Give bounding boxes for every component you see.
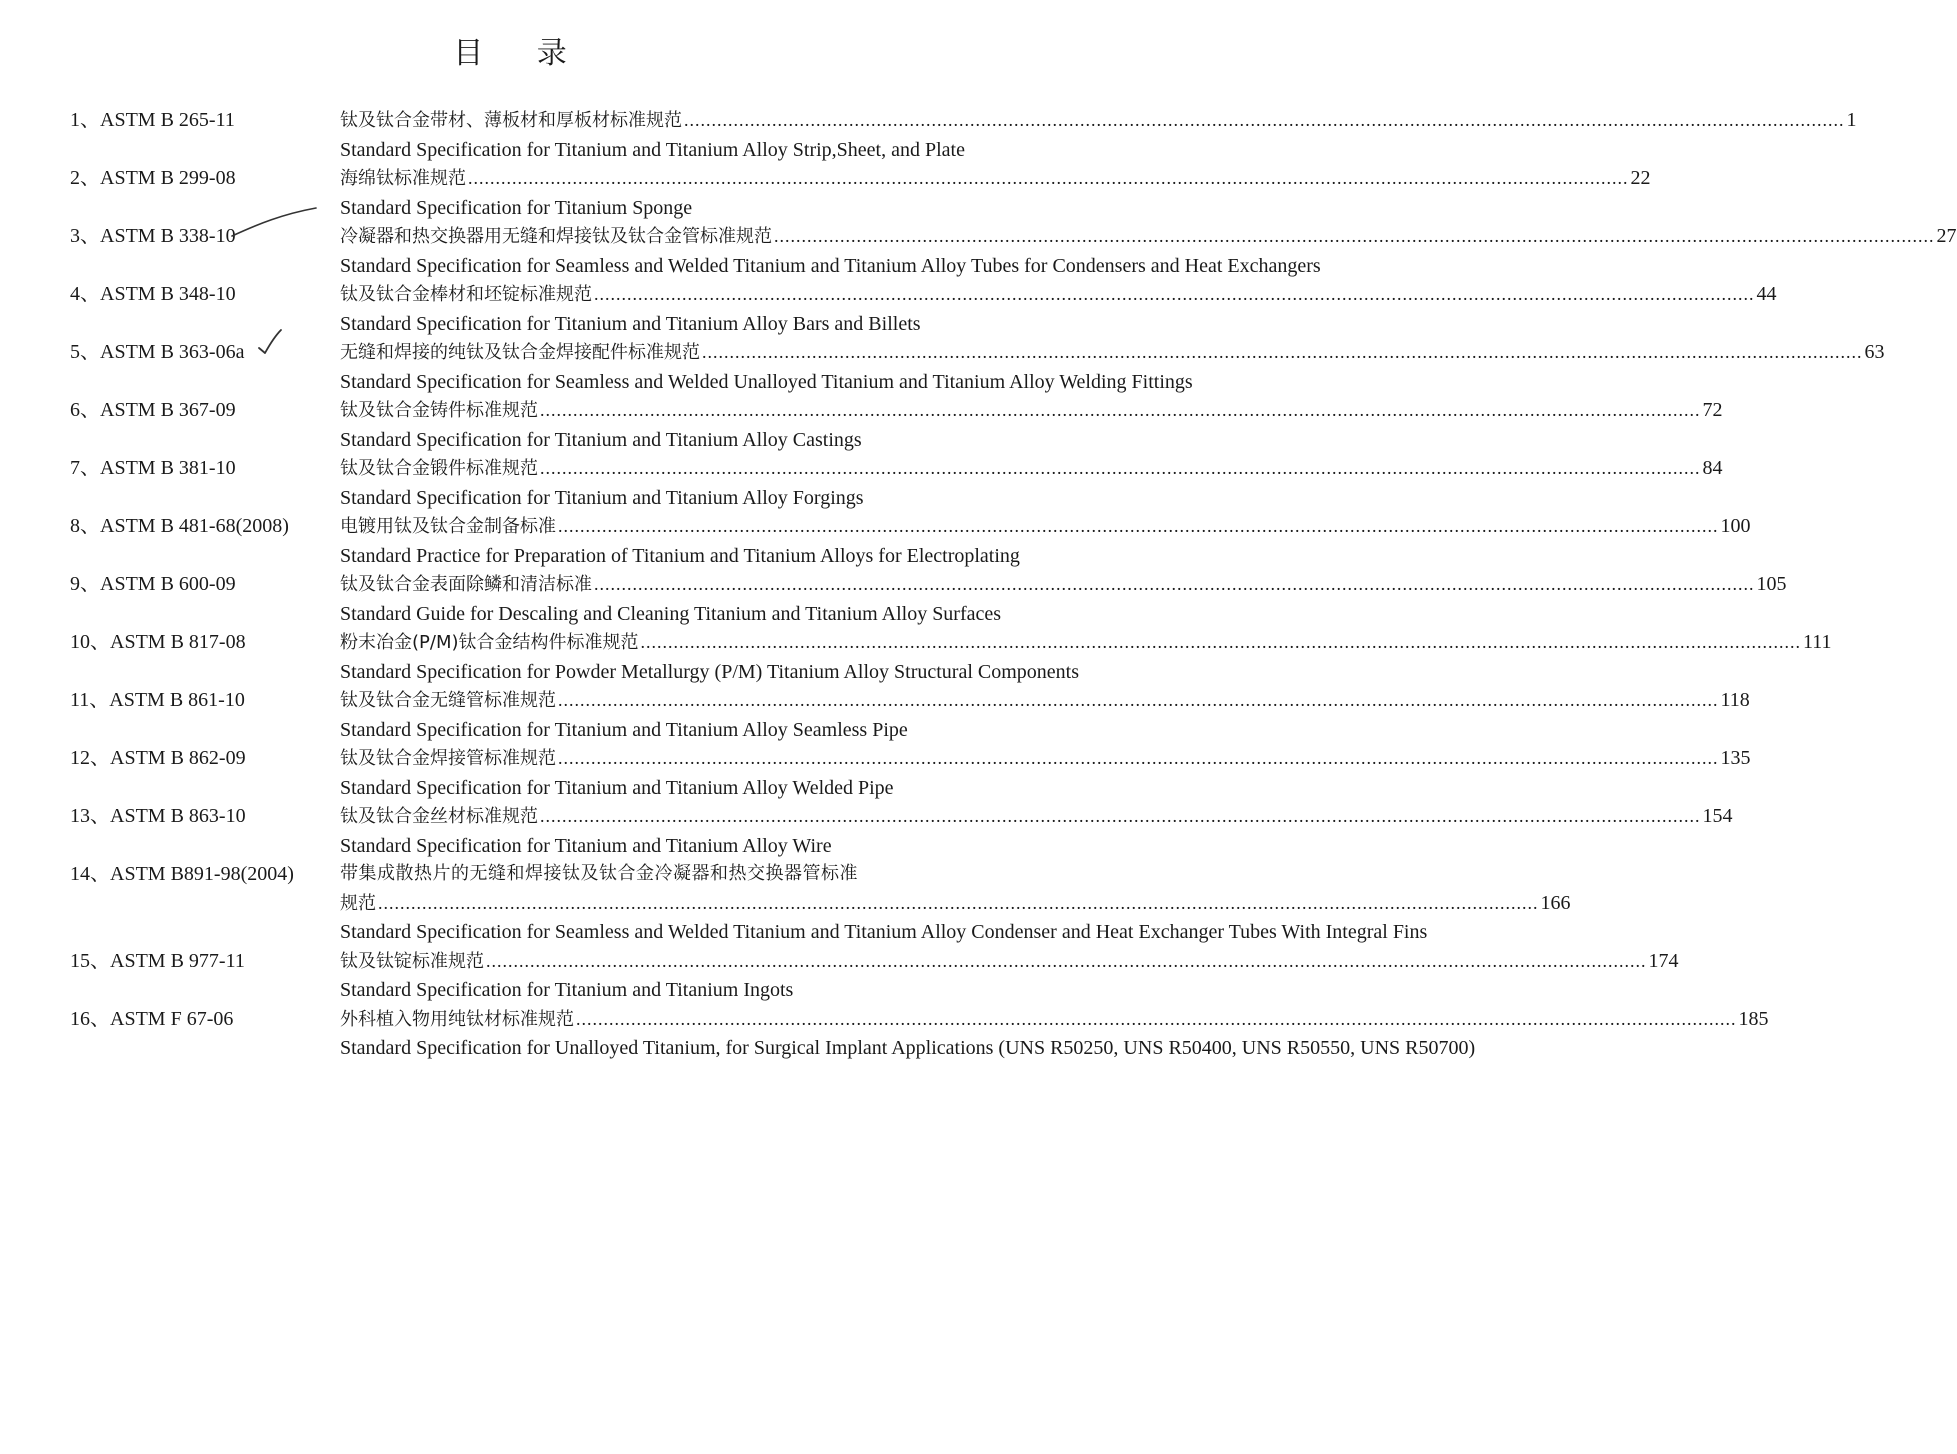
entry-cn-title: 钛及钛合金焊接管标准规范	[340, 748, 556, 769]
leader-dots	[576, 1005, 1737, 1034]
leader-dots	[540, 802, 1701, 831]
leader-dots	[378, 889, 1539, 918]
entry-cn-title: 粉末冶金(P/M)钛合金结构件标准规范	[340, 632, 639, 653]
entry-page-number: 72	[1702, 399, 1723, 421]
entry-page-number: 105	[1756, 573, 1787, 595]
entry-code: 4、ASTM B 348-10	[70, 283, 236, 305]
leader-dots	[558, 512, 1719, 541]
entry-code: 8、ASTM B 481-68(2008)	[70, 515, 289, 537]
toc-entry[interactable]	[70, 802, 1733, 860]
entry-cn-title: 钛及钛合金表面除鳞和清洁标准	[340, 574, 592, 595]
entry-en-title: Standard Specification for Titanium Sponge	[340, 196, 693, 219]
entry-page-number: 1	[1846, 109, 1857, 131]
entry-en-title: Standard Specification for Titanium and Titanium Alloy Wire	[340, 834, 832, 857]
entry-cn-title: 钛及钛合金丝材标准规范	[340, 806, 538, 827]
leader-dots	[774, 222, 1935, 251]
toc-entry[interactable]	[70, 106, 1857, 164]
leader-dots	[540, 396, 1701, 425]
leader-dots	[540, 454, 1701, 483]
entry-page-number: 166	[1540, 891, 1571, 914]
entry-cn-title: 规范	[340, 892, 376, 914]
entry-en-title: Standard Guide for Descaling and Cleaning Titanium and Titanium Alloy Surfaces	[340, 602, 1002, 625]
entry-en-title: Standard Specification for Unalloyed Titanium, for Surgical Implant Applications (UNS R50250, UNS R50400, UNS R50550, UNS R50700)	[340, 1037, 1476, 1059]
leader-dots	[558, 744, 1719, 773]
entry-en-title: Standard Specification for Seamless and Welded Titanium and Titanium Alloy Tubes for Condensers and Heat Exchangers	[340, 254, 1321, 277]
entry-en-title: Standard Specification for Titanium and Titanium Alloy Welded Pipe	[340, 776, 894, 799]
leader-dots	[468, 164, 1629, 193]
table-of-contents	[70, 106, 1957, 1063]
entry-cn-title: 海绵钛标准规范	[340, 168, 466, 189]
entry-page-number: 63	[1864, 341, 1885, 363]
entry-en-title: Standard Specification for Titanium and Titanium Alloy Strip,Sheet, and Plate	[340, 138, 965, 161]
entry-code: 15、ASTM B 977-11	[70, 949, 245, 972]
entry-code: 16、ASTM F 67-06	[70, 1007, 234, 1030]
entry-code: 11、ASTM B 861-10	[70, 689, 245, 711]
entry-page-number: 135	[1720, 747, 1751, 769]
toc-entry[interactable]	[70, 454, 1723, 512]
entry-cn-title: 外科植入物用纯钛材标准规范	[340, 1008, 574, 1030]
toc-entry[interactable]	[70, 628, 1832, 686]
entry-en-title: Standard Specification for Powder Metallurgy (P/M) Titanium Alloy Structural Components	[340, 660, 1080, 683]
entry-cn-title: 无缝和焊接的纯钛及钛合金焊接配件标准规范	[340, 342, 700, 363]
entry-page-number: 27	[1936, 225, 1957, 247]
entry-en-title: Standard Specification for Titanium and Titanium Alloy Seamless Pipe	[340, 718, 908, 741]
entry-en-title: Standard Specification for Titanium and Titanium Ingots	[340, 979, 794, 1001]
toc-entry[interactable]	[70, 686, 1750, 744]
entry-en-title: Standard Specification for Seamless and Welded Titanium and Titanium Alloy Condenser and Heat Exchanger Tubes With Integral Fins	[340, 921, 1428, 943]
entry-cn-title: 电镀用钛及钛合金制备标准	[340, 516, 556, 537]
entry-cn-title: 钛及钛合金铸件标准规范	[340, 400, 538, 421]
leader-dots	[594, 280, 1755, 309]
entry-code: 9、ASTM B 600-09	[70, 573, 236, 595]
toc-entry[interactable]	[70, 280, 1777, 338]
entry-cn-title: 钛及钛合金棒材和坯锭标准规范	[340, 284, 592, 305]
entry-cn-title-lead: 带集成散热片的无缝和焊接钛及钛合金冷凝器和热交换器管标准	[340, 863, 858, 884]
entry-code: 2、ASTM B 299-08	[70, 167, 236, 189]
entry-code: 14、ASTM B891-98(2004)	[70, 863, 294, 885]
entry-code: 10、ASTM B 817-08	[70, 631, 246, 653]
entry-code: 12、ASTM B 862-09	[70, 747, 246, 769]
entry-cn-title: 钛及钛锭标准规范	[340, 950, 484, 972]
entry-page-number: 154	[1702, 805, 1733, 827]
entry-cn-title: 钛及钛合金带材、薄板材和厚板材标准规范	[340, 110, 682, 131]
entry-en-title: Standard Specification for Seamless and Welded Unalloyed Titanium and Titanium Alloy Welding Fittings	[340, 370, 1193, 393]
toc-entry[interactable]	[70, 860, 1571, 947]
entry-page-number: 118	[1720, 689, 1750, 711]
entry-en-title: Standard Specification for Titanium and Titanium Alloy Bars and Billets	[340, 312, 921, 335]
leader-dots	[684, 106, 1845, 135]
entry-page-number: 111	[1803, 631, 1832, 653]
toc-entry[interactable]	[70, 570, 1787, 628]
entry-cn-title: 钛及钛合金无缝管标准规范	[340, 690, 556, 711]
entry-code: 7、ASTM B 381-10	[70, 457, 236, 479]
entry-page-number: 100	[1720, 515, 1751, 537]
entry-en-title: Standard Practice for Preparation of Titanium and Titanium Alloys for Electroplating	[340, 544, 1020, 567]
leader-dots	[641, 628, 1802, 657]
entry-page-number: 84	[1702, 457, 1723, 479]
entry-code: 6、ASTM B 367-09	[70, 399, 236, 421]
entry-en-title: Standard Specification for Titanium and Titanium Alloy Forgings	[340, 486, 864, 509]
entry-en-title: Standard Specification for Titanium and Titanium Alloy Castings	[340, 428, 862, 451]
toc-entry[interactable]	[70, 512, 1751, 570]
toc-entry[interactable]	[70, 338, 1885, 396]
entry-page-number: 185	[1738, 1007, 1769, 1030]
entry-cn-title: 钛及钛合金锻件标准规范	[340, 458, 538, 479]
entry-code: 5、ASTM B 363-06a	[70, 341, 245, 363]
entry-code: 3、ASTM B 338-10	[70, 225, 236, 247]
entry-page-number: 44	[1756, 283, 1777, 305]
entry-code: 13、ASTM B 863-10	[70, 805, 246, 827]
leader-dots	[702, 338, 1863, 367]
leader-dots	[594, 570, 1755, 599]
toc-entry[interactable]	[70, 164, 1651, 222]
toc-entry[interactable]	[70, 744, 1751, 802]
leader-dots	[558, 686, 1719, 715]
leader-dots	[486, 947, 1647, 976]
page-title: 目 录	[453, 36, 589, 71]
toc-entry[interactable]	[70, 947, 1679, 1005]
entry-page-number: 174	[1648, 949, 1679, 972]
toc-entry[interactable]	[70, 1005, 1769, 1063]
toc-entry[interactable]	[70, 222, 1957, 280]
toc-entry[interactable]	[70, 396, 1723, 454]
entry-cn-title: 冷凝器和热交换器用无缝和焊接钛及钛合金管标准规范	[340, 226, 772, 247]
entry-code: 1、ASTM B 265-11	[70, 109, 235, 131]
entry-page-number: 22	[1630, 167, 1651, 189]
